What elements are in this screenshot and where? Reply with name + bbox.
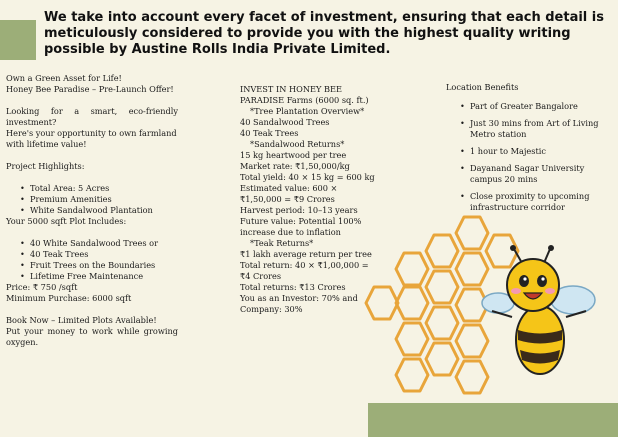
teak-avg-text: ₹1 lakh average return per tree <box>240 249 372 259</box>
price-text: Price: ₹ 750 /sqft <box>6 282 78 292</box>
highlights-title: Project Highlights: <box>6 161 85 171</box>
list-item: • 1 hour to Majestic <box>460 146 608 157</box>
put-money-text: Put your money to work while growing oxygen. <box>6 326 178 347</box>
investor-share-text: You as an Investor: 70% and Company: 30% <box>240 293 358 314</box>
opportunity-text: Here's your opportunity to own farmland with lifetime value! <box>6 128 177 149</box>
intro-line-1: Own a Green Asset for Life! <box>6 73 122 83</box>
list-item: • Premium Amenities <box>20 194 178 205</box>
intro-line-2: Honey Bee Paradise – Pre-Launch Offer! <box>6 84 174 94</box>
sandalwood-returns-heading: *Sandalwood Returns* <box>250 139 345 149</box>
green-accent-bar <box>368 403 618 437</box>
list-item: • 40 Teak Trees <box>20 249 178 260</box>
min-purchase-text: Minimum Purchase: 6000 sqft <box>6 293 132 303</box>
estimated-value-text: Estimated value: 600 × ₹1,50,000 = ₹9 Crores <box>240 183 338 204</box>
list-item: • Part of Greater Bangalore <box>460 101 608 112</box>
list-item: • White Sandalwood Plantation <box>20 205 178 216</box>
total-return-text: Total return: 40 × ₹1,00,000 = ₹4 Crores <box>240 260 369 281</box>
left-column <box>6 73 178 348</box>
plot-list <box>6 238 178 282</box>
list-item: • Fruit Trees on the Boundaries <box>20 260 178 271</box>
total-yield-text: Total yield: 40 × 15 kg = 600 kg <box>240 172 375 182</box>
harvest-text: Harvest period: 10–13 years <box>240 205 358 215</box>
plot-title: Your 5000 sqft Plot Includes: <box>6 216 127 226</box>
market-rate-text: Market rate: ₹1,50,000/kg <box>240 161 350 171</box>
list-item: • 40 White Sandalwood Trees or <box>20 238 178 249</box>
highlights-list <box>6 183 178 216</box>
future-value-text: Future value: Potential 100% increase due to inflation <box>240 216 362 237</box>
list-item: • Total Area: 5 Acres <box>20 183 178 194</box>
list-item: • Dayanand Sagar University campus 20 mins <box>460 163 608 185</box>
middle-column <box>240 84 380 315</box>
green-accent-tab <box>0 20 36 60</box>
total-returns-text: Total returns: ₹13 Crores <box>240 282 346 292</box>
list-item: • Close proximity to upcoming infrastructure corridor <box>460 191 608 213</box>
invest-title: INVEST IN HONEY BEE PARADISE Farms (6000 sq. ft.) <box>240 84 369 105</box>
sandalwood-trees: 40 Sandalwood Trees <box>240 117 330 127</box>
tree-overview-heading: *Tree Plantation Overview* <box>250 106 365 116</box>
looking-text: Looking for a smart, eco-friendly investment? <box>6 106 178 127</box>
book-now-text: Book Now – Limited Plots Available! <box>6 315 157 325</box>
list-item: • Just 30 mins from Art of Living Metro station <box>460 118 608 140</box>
heartwood-text: 15 kg heartwood per tree <box>240 150 347 160</box>
right-column <box>446 82 608 219</box>
headline: We take into account every facet of investment, ensuring that each detail is meticulously considered to provide you with the highest quality writing possible by Austine Rolls India Private Limited. <box>44 10 604 57</box>
list-item: • Lifetime Free Maintenance <box>20 271 178 282</box>
location-list <box>446 101 608 213</box>
teak-returns-heading: *Teak Returns* <box>250 238 314 248</box>
bee-illustration <box>478 245 603 385</box>
teak-trees: 40 Teak Trees <box>240 128 299 138</box>
location-benefits-title: Location Benefits <box>446 82 519 92</box>
